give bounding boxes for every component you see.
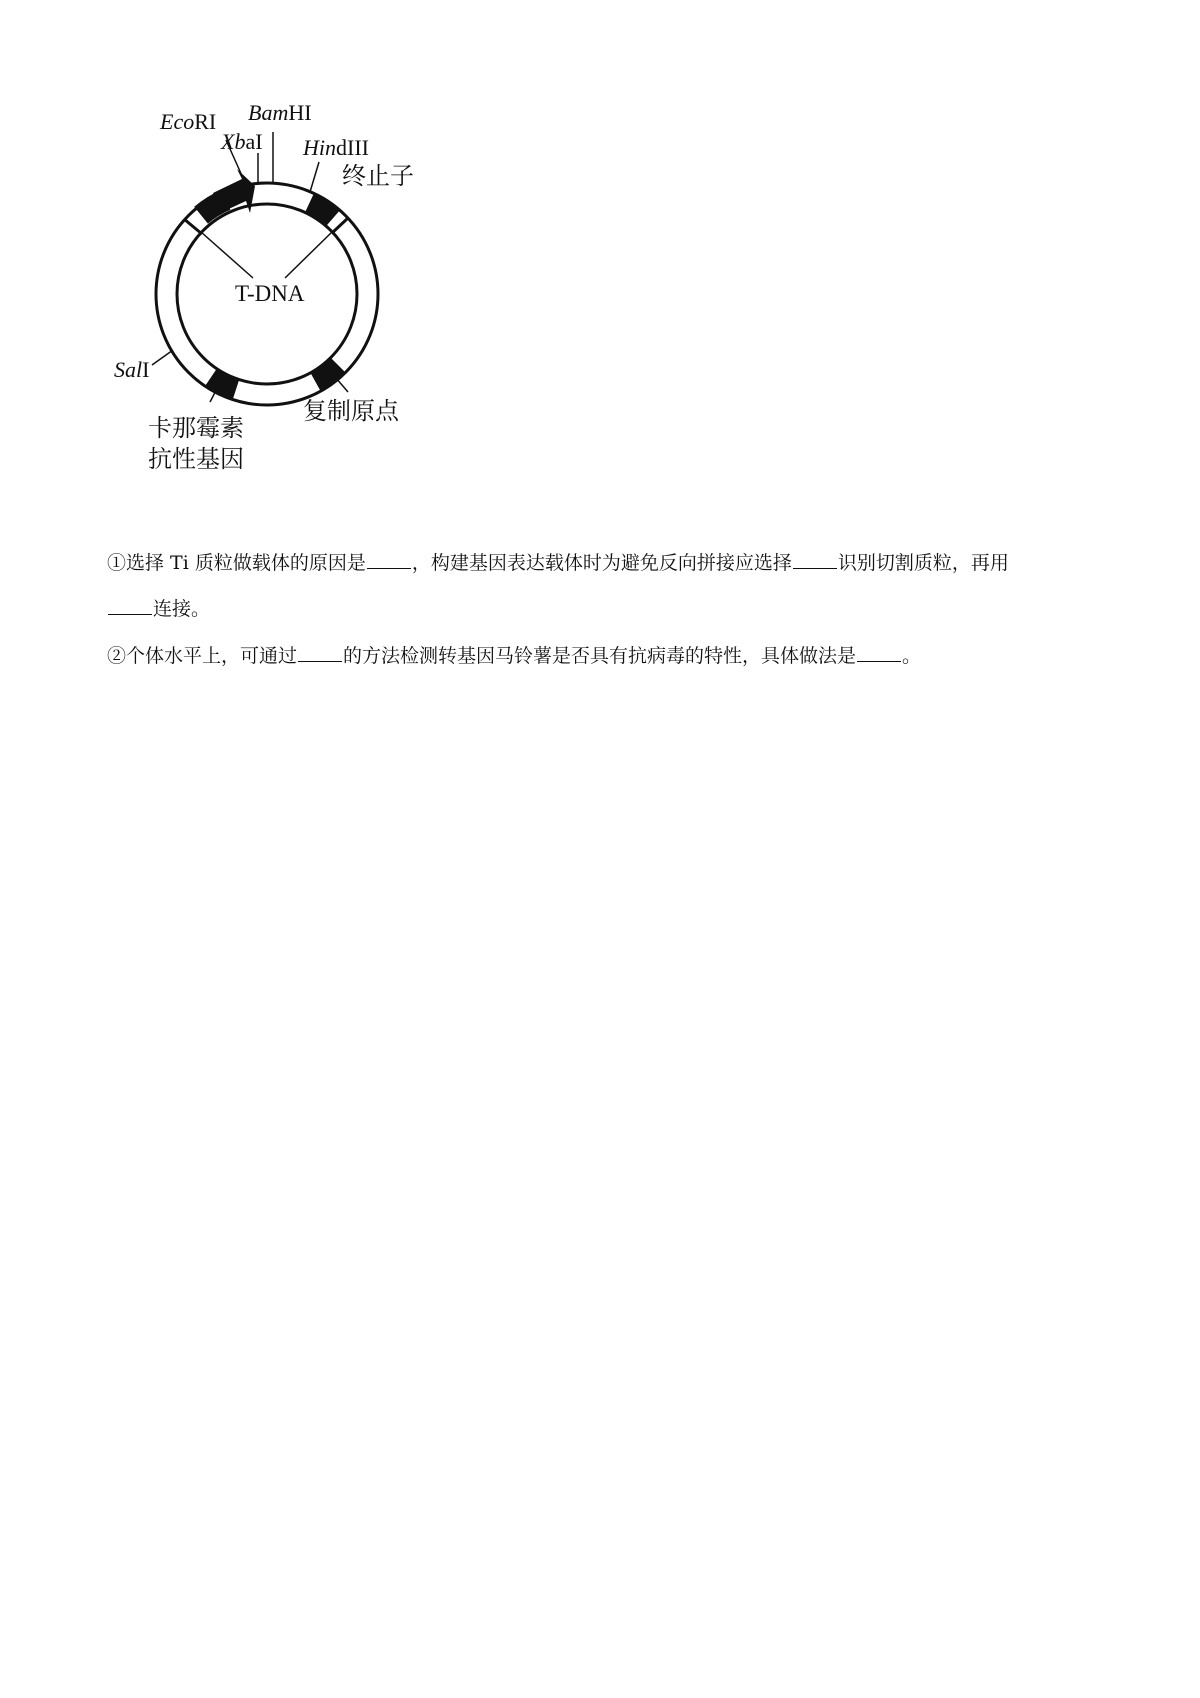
- question-1-line-1: [107, 549, 1009, 577]
- q2-text-2: 的方法检测转基因马铃薯是否具有抗病毒的特性，具体做法是: [343, 645, 857, 667]
- terminator-label: 终止子: [342, 162, 414, 190]
- tdna-pointer-left: [201, 232, 253, 278]
- q1-text-1: ①选择 Ti 质粒做载体的原因是: [107, 552, 366, 574]
- answer-blank-1[interactable]: [367, 550, 411, 569]
- answer-blank-2[interactable]: [793, 550, 837, 569]
- sali-label: SalI: [114, 357, 150, 382]
- promoter-arrow: [213, 169, 255, 213]
- tdna-label: T-DNA: [235, 281, 305, 306]
- xbai-label: XbaI: [221, 129, 263, 154]
- ti-plasmid-diagram: [100, 100, 480, 520]
- question-2: [107, 642, 921, 670]
- kanamycin-label-line1: 卡那霉素: [148, 414, 244, 442]
- origin-label: 复制原点: [303, 397, 399, 425]
- origin-block: [310, 358, 345, 392]
- tdna-right-border: [332, 218, 348, 233]
- question-1-line-2: [107, 595, 210, 623]
- q1-text-2: ，构建基因表达载体时为避免反向拼接应选择: [411, 552, 792, 574]
- sali-tick: [152, 350, 173, 365]
- hindiii-label: HindIII: [303, 135, 369, 160]
- kanamycin-block: [205, 369, 239, 400]
- kanamycin-label-line2: 抗性基因: [148, 445, 244, 473]
- bamhi-label: BamHI: [248, 100, 312, 125]
- tdna-left-border: [184, 219, 202, 234]
- answer-blank-4[interactable]: [298, 643, 342, 662]
- q2-text-3: 。: [902, 645, 922, 667]
- answer-blank-3[interactable]: [108, 596, 152, 615]
- q2-text-1: ②个体水平上，可通过: [107, 645, 298, 667]
- q1-text-3: 识别切割质粒，再用: [837, 552, 1009, 574]
- q1-text-4: 连接。: [153, 598, 211, 620]
- ecori-label: EcoRI: [160, 109, 217, 134]
- hindiii-tick: [310, 162, 319, 192]
- origin-pointer: [336, 378, 348, 392]
- answer-blank-5[interactable]: [857, 643, 901, 662]
- terminator-block: [305, 193, 340, 226]
- tdna-pointer-right: [285, 231, 333, 278]
